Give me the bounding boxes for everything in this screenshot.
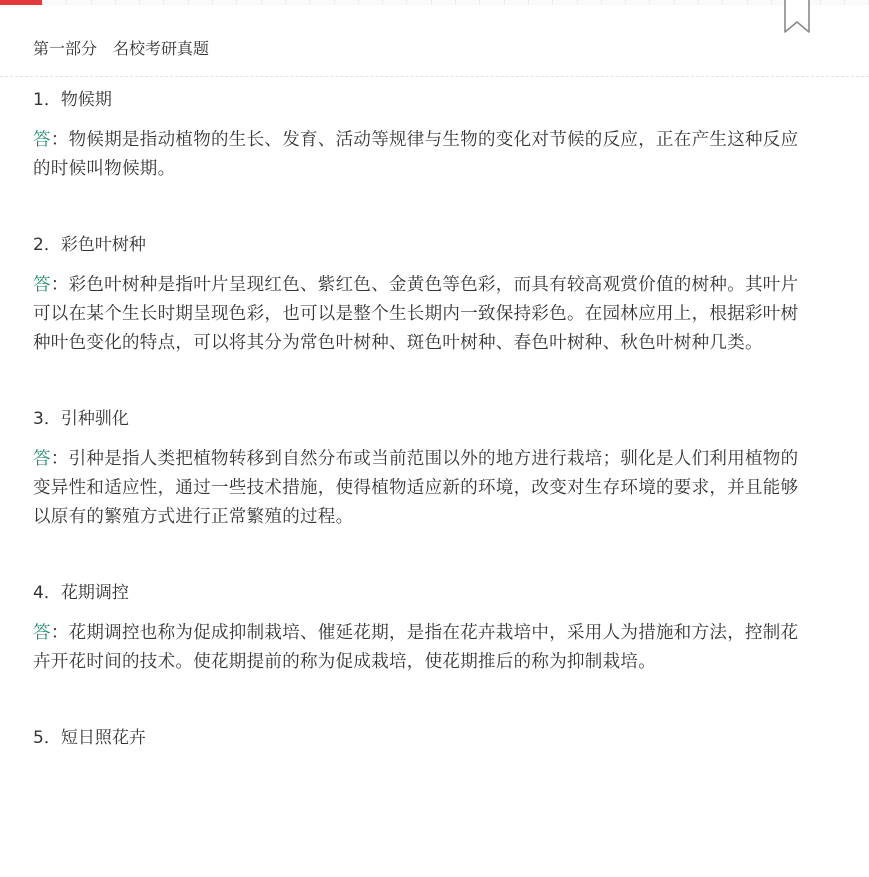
answer-text: ：物候期是指动植物的生长、发育、活动等规律与生物的变化对节候的反应，正在产生这种反应的时候叫物候期。: [33, 130, 799, 179]
term-item: [33, 405, 803, 532]
answer-text: ：引种是指人类把植物转移到自然分布或当前范围以外的地方进行栽培；驯化是人们利用植物的变异性和适应性，通过一些技术措施，使得植物适应新的环境，改变对生存环境的要求，并且能够以原有的繁殖方式进行正常繁殖的过程。: [33, 449, 799, 527]
progress-segment: [821, 0, 845, 5]
answer-label: 答: [33, 130, 51, 150]
progress-segment: [626, 0, 650, 5]
answer-label: 答: [33, 449, 51, 469]
progress-segment: [92, 0, 116, 5]
reading-progress-strip: [0, 0, 869, 5]
progress-segment: [164, 0, 188, 5]
progress-segment: [286, 0, 310, 5]
progress-segment-active: [0, 0, 43, 5]
answer-text: ：花期调控也称为促成抑制栽培、催延花期，是指在花卉栽培中，采用人为措施和方法，控制花卉开花时间的技术。使花期提前的称为促成栽培，使花期推后的称为抑制栽培。: [33, 623, 799, 672]
term-title: 3．引种驯化: [33, 409, 129, 429]
document-body: [33, 86, 803, 799]
progress-segment: [213, 0, 237, 5]
progress-segment: [407, 0, 431, 5]
progress-segment: [67, 0, 91, 5]
progress-segment: [140, 0, 164, 5]
progress-segment: [116, 0, 140, 5]
answer-text: ：彩色叶树种是指叶片呈现红色、紫红色、金黄色等色彩，而具有较高观赏价值的树种。其叶片可以在某个生长时期呈现色彩，也可以是整个生长期内一致保持彩色。在园林应用上，根据彩叶树种叶色变化的特点，可以将其分为常色叶树种、斑色叶树种、春色叶树种、秋色叶树种几类。: [33, 275, 799, 353]
progress-segment: [335, 0, 359, 5]
progress-segment: [602, 0, 626, 5]
progress-segment: [845, 0, 869, 5]
bookmark-icon[interactable]: [784, 0, 810, 34]
progress-segment: [432, 0, 456, 5]
term-item: [33, 231, 803, 358]
progress-segment: [310, 0, 334, 5]
term-answer: [33, 445, 803, 532]
term-item: [33, 579, 803, 677]
progress-segment: [237, 0, 261, 5]
term-answer: [33, 619, 803, 677]
progress-segment: [480, 0, 504, 5]
progress-segment: [553, 0, 577, 5]
term-answer: [33, 126, 803, 184]
section-title: 第一部分 名校考研真题: [33, 39, 210, 58]
answer-label: 答: [33, 275, 51, 295]
term-item: [33, 724, 803, 752]
progress-segment: [748, 0, 772, 5]
progress-segment: [359, 0, 383, 5]
progress-segment: [723, 0, 747, 5]
progress-segment: [189, 0, 213, 5]
term-item: [33, 86, 803, 184]
document-header: [0, 30, 869, 77]
progress-segment: [529, 0, 553, 5]
progress-segment: [383, 0, 407, 5]
progress-segment: [699, 0, 723, 5]
progress-segment: [262, 0, 286, 5]
term-title: 1．物候期: [33, 90, 112, 110]
progress-segment: [456, 0, 480, 5]
term-title: 2．彩色叶树种: [33, 235, 146, 255]
progress-segment: [43, 0, 67, 5]
progress-segment: [650, 0, 674, 5]
term-answer: [33, 271, 803, 358]
term-title: 5．短日照花卉: [33, 728, 146, 748]
progress-segment: [675, 0, 699, 5]
progress-segment: [578, 0, 602, 5]
term-title: 4．花期调控: [33, 583, 129, 603]
answer-label: 答: [33, 623, 51, 643]
progress-segment: [505, 0, 529, 5]
